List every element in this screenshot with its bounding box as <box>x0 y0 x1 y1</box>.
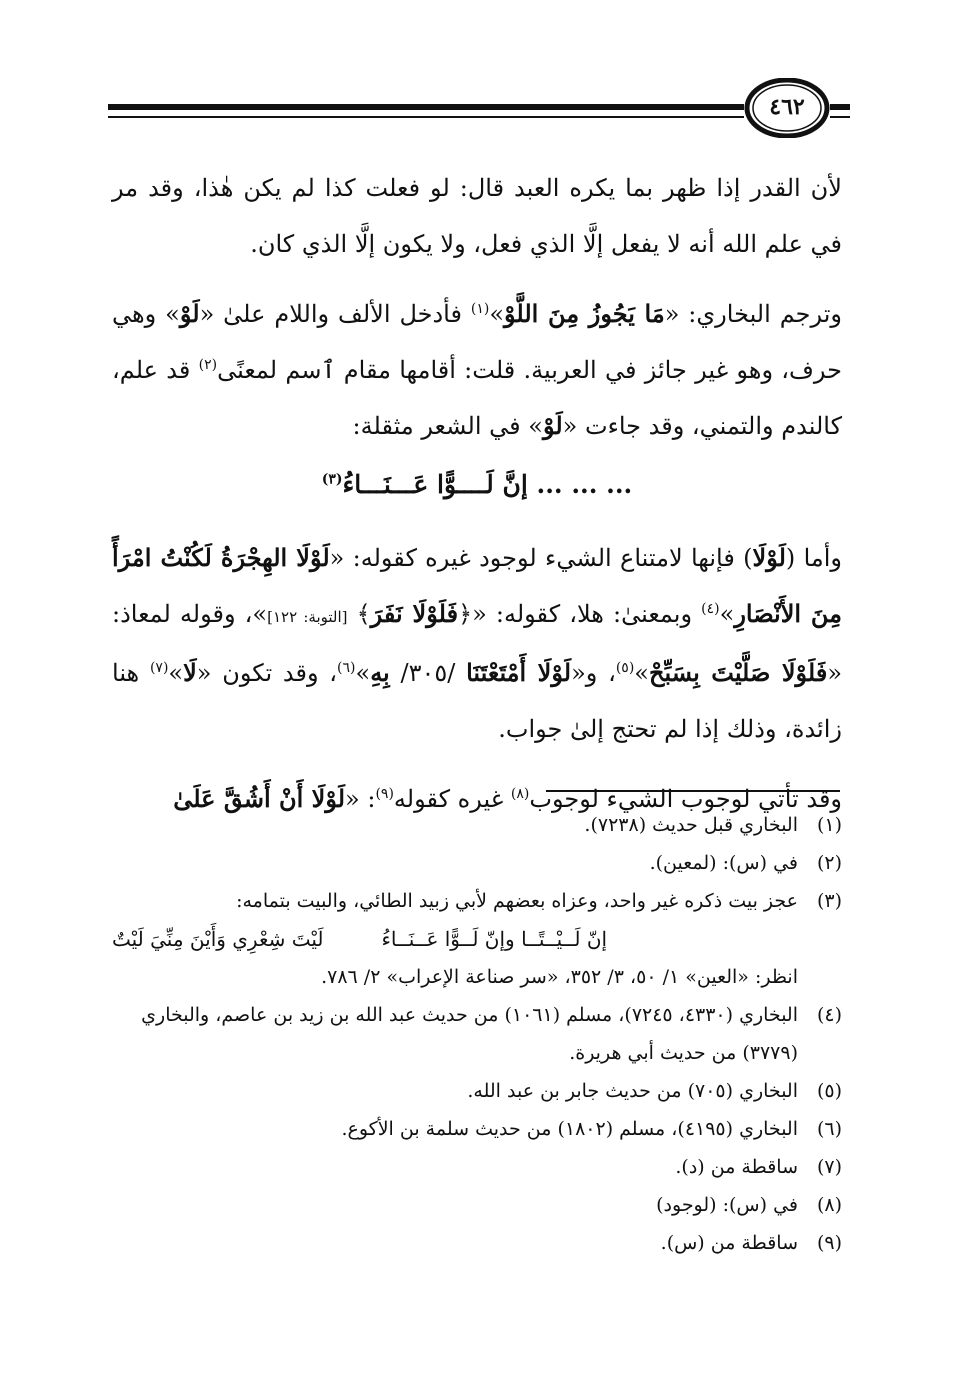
text-run: وأما ( <box>785 544 843 572</box>
footnote-text: في (س): (لوجود) <box>656 1194 798 1216</box>
footnote-ref[interactable]: (٦) <box>337 660 356 676</box>
footnotes <box>112 806 842 1262</box>
quoted-phrase: لَوْ <box>542 411 563 440</box>
footnote-text <box>112 882 798 996</box>
text-run: » <box>719 600 735 628</box>
hadith-quote: فَلَوْلَا صَلَّيْتَ بِسَبِّحْ <box>648 658 828 687</box>
footnote-text: في (س): (لمعين). <box>649 852 798 874</box>
footnote-text: البخاري قبل حديث (٧٢٣٨). <box>584 814 798 836</box>
paragraph-2 <box>112 286 842 454</box>
footnote-text: البخاري (٤١٩٥)، مسلم (١٨٠٢) من حديث سلمة بن الأكوع. <box>341 1118 798 1140</box>
page-header <box>108 78 850 138</box>
footnote-number: (٨) <box>816 1194 842 1216</box>
footnote-item <box>112 844 842 882</box>
poem-hemistich-right: لَيْتَ شِعْرِي وَأَيْنَ مِنِّيَ لَيْتٌ <box>112 927 324 951</box>
text-run: ، و« <box>571 659 616 687</box>
hadith-quote: بِهِ <box>370 658 390 687</box>
footnote-ref[interactable]: (٢) <box>198 357 218 373</box>
footnote-number: (٧) <box>816 1156 842 1178</box>
text-run: هنا زائدة، وذلك إذا لم تحتج إلىٰ جواب. <box>112 659 842 743</box>
footnote-separator <box>546 790 840 792</box>
text-run: » <box>489 300 504 328</box>
quoted-phrase: لَا <box>183 658 197 687</box>
text-run: » <box>168 659 184 687</box>
footnote-number: (٤) <box>816 1004 842 1026</box>
hadith-quote: لَوْلَا الهِجْرَةُ لَكُنْتُ امْرَأً مِنَ الأَنْصَارِ <box>112 543 843 628</box>
footnote-item <box>112 1148 842 1186</box>
footnote-ref[interactable]: (٩) <box>375 786 394 802</box>
verse-text: ... ... ... إنَّ لَــــوًّا عَـــنَـــاءُ <box>342 470 633 499</box>
footnote-item <box>112 1186 842 1224</box>
text-run: فأدخل الألف واللام علىٰ « <box>199 300 471 328</box>
paragraph-3 <box>112 530 842 757</box>
quran-quote: فَلَوْلَا نَفَرَ <box>370 599 459 628</box>
footnote-text: البخاري (٤٣٣٠، ٧٢٤٥)، مسلم (١٠٦١) من حديث عبد الله بن زيد بن عاصم، والبخاري (٣٧٧٩) من حديث أبي هريرة. <box>141 1004 798 1064</box>
header-ornament <box>108 78 850 138</box>
quoted-phrase: لَوْلَا <box>752 543 786 572</box>
text-run: ، وقد تكون « <box>196 659 338 687</box>
text-run: » وهي حرف، وهو غير جائز في العربية. قلت: أقامها مقام ٱسم لمعنًى <box>112 300 843 384</box>
quoted-phrase: لَوْ <box>179 299 200 328</box>
text-run: » <box>355 659 371 687</box>
footnote-number: (١) <box>816 814 842 836</box>
footnote-item <box>112 996 842 1072</box>
footnote-text-line: انظر: «العين» ١/ ٥٠، ٣/ ٣٥٢، «سر صناعة الإعراب» ٢/ ٧٨٦. <box>321 966 798 988</box>
quoted-phrase: مَا يَجُوزُ مِنَ اللَّوْ <box>504 299 665 328</box>
hadith-quote: لَوْلَا أَنْ أَشُقَّ عَلَىٰ <box>173 784 346 813</box>
footnote-item <box>112 806 842 844</box>
text-run: ﴾ <box>347 600 371 628</box>
text-run: وقد تأتي لوجوب الشيء لوجوب <box>529 785 842 813</box>
footnote-ref[interactable]: (٥) <box>615 660 635 676</box>
text-run: غيره كقوله <box>393 785 511 813</box>
text-run: »، وقوله لمعاذ: « <box>112 600 843 687</box>
footnote-number: (٩) <box>816 1232 842 1254</box>
hadith-quote: لَوْلَا أَمْتَعْتَنَا <box>466 658 572 687</box>
page-number: ٤٦٢ <box>769 94 805 120</box>
footnote-number: (٥) <box>816 1080 842 1102</box>
poem-hemistich-left: إنّ لَــيْــتًــا وإنّ لَــوًّا عَــنَــاءُ <box>381 927 608 951</box>
footnote-text-line: عجز بيت ذكره غير واحد، وعزاه بعضهم لأبي زبيد الطائي، والبيت بتمامه: <box>236 890 798 912</box>
footnote-ref[interactable]: (١) <box>470 301 490 317</box>
footnote-item <box>112 1072 842 1110</box>
footnote-ref[interactable]: (٣) <box>321 471 343 488</box>
text-run: » في الشعر مثقلة: <box>352 412 543 440</box>
paragraph-1: لأن القدر إذا ظهر بما يكره العبد قال: لو فعلت كذا لم يكن هٰذا، وقد مر في علم الله أنه لا يفعل إلَّا الذي فعل، ولا يكون إلَّا الذي كان. <box>112 174 842 258</box>
text-run: وبمعنىٰ: هلا، كقوله: «﴿ <box>458 600 702 628</box>
footnote-item <box>112 1224 842 1262</box>
footnote-text: ساقطة من (س). <box>660 1232 798 1254</box>
text-run: » <box>634 659 649 687</box>
main-text <box>112 160 842 827</box>
footnote-text: ساقطة من (د). <box>675 1156 798 1178</box>
text-run: وترجم البخاري: « <box>664 300 843 328</box>
footnote-item <box>112 1110 842 1148</box>
text-run: : « <box>345 785 376 813</box>
footnote-ref[interactable]: (٧) <box>149 660 169 676</box>
text-run: ) فإنها لامتناع الشيء لوجود غيره كقوله: « <box>329 544 753 572</box>
footnote-item <box>112 882 842 996</box>
footnote-number: (٦) <box>816 1118 842 1140</box>
footnote-number: (٣) <box>816 890 842 912</box>
text-run: قد علم، كالندم والتمني، وقد جاءت « <box>112 356 842 440</box>
footnote-text: البخاري (٧٠٥) من حديث جابر بن عبد الله. <box>467 1080 798 1102</box>
footnote-ref[interactable]: (٤) <box>701 601 720 617</box>
footnote-ref[interactable]: (٨) <box>510 786 530 802</box>
quran-reference: [التوبة: ١٢٢] <box>267 608 348 626</box>
footnote-number: (٢) <box>816 852 842 874</box>
verse-line <box>112 454 842 516</box>
poem-line <box>112 920 798 958</box>
manuscript-page-marker: /٣٠٥/ <box>389 659 467 687</box>
